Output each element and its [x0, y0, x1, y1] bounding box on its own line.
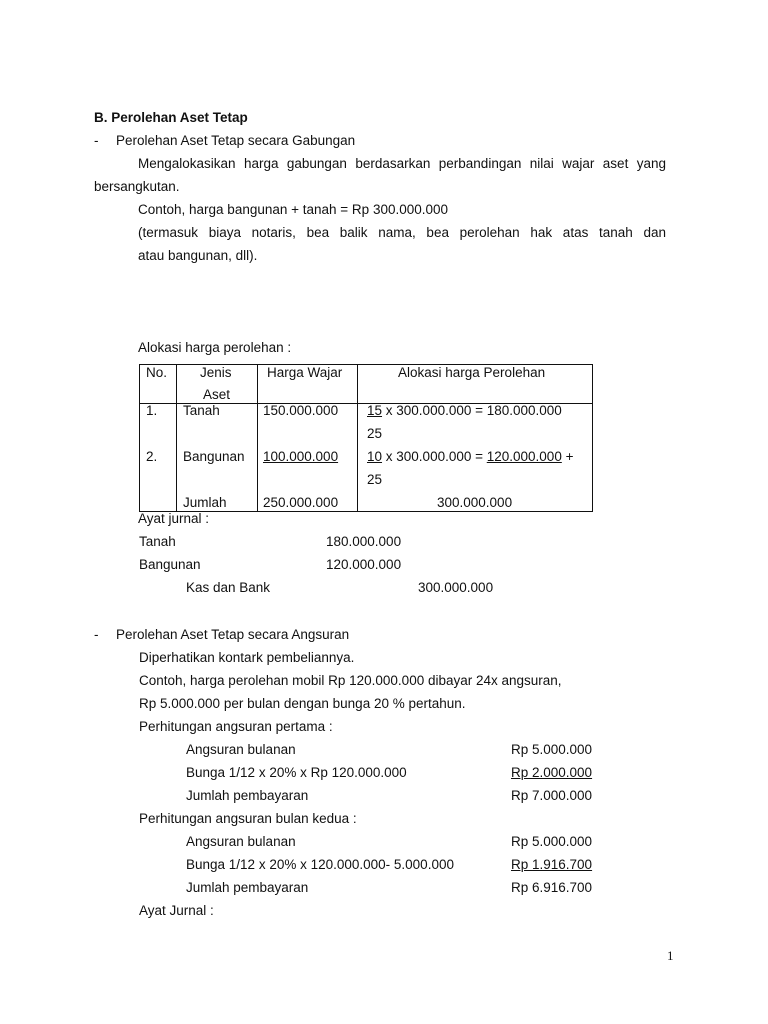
gabungan-example: Contoh, harga bangunan + tanah = Rp 300.000.000 [138, 202, 449, 217]
allocation-label: Alokasi harga perolehan : [138, 340, 292, 355]
row1-no: 1. [146, 403, 158, 418]
calc-amount: Rp 7.000.000 [511, 788, 593, 803]
row2-denominator: 25 [367, 472, 383, 487]
section-title: B. Perolehan Aset Tetap [94, 110, 248, 125]
row2-result: 120.000.000 [486, 449, 562, 464]
gabungan-heading: Perolehan Aset Tetap secara Gabungan [116, 133, 356, 148]
row2-plus: + [561, 449, 574, 464]
first-installment-label: Perhitungan angsuran pertama : [139, 719, 333, 734]
calc-amount: Rp 1.916.700 [511, 857, 593, 872]
angsuran-line2: Contoh, harga perolehan mobil Rp 120.000.000 dibayar 24x angsuran, [139, 673, 562, 688]
calc-label: Angsuran bulanan [186, 834, 296, 849]
total-label: Jumlah [183, 495, 227, 510]
header-jenis: Jenis [200, 365, 232, 380]
header-harga-wajar: Harga Wajar [267, 365, 343, 380]
bullet-dash: - [94, 133, 99, 148]
calc-amount: Rp 6.916.700 [511, 880, 593, 895]
calc-label: Bunga 1/12 x 20% x 120.000.000- 5.000.000 [186, 857, 454, 872]
angsuran-line3: Rp 5.000.000 per bulan dengan bunga 20 % pertahun. [139, 696, 466, 711]
row2-numerator: 10 [367, 449, 383, 464]
row1-numerator: 15 [367, 403, 383, 418]
gabungan-note-line2: atau bangunan, dll). [138, 248, 258, 263]
calc-amount: Rp 5.000.000 [511, 742, 593, 757]
journal-credit: 300.000.000 [418, 580, 494, 595]
bullet-dash: - [94, 627, 99, 642]
calc-label: Angsuran bulanan [186, 742, 296, 757]
calc-label: Jumlah pembayaran [186, 880, 309, 895]
total-harga: 250.000.000 [263, 495, 339, 510]
angsuran-heading: Perolehan Aset Tetap secara Angsuran [116, 627, 350, 642]
journal-account: Bangunan [139, 557, 201, 572]
calc-amount: Rp 2.000.000 [511, 765, 593, 780]
calc-amount: Rp 5.000.000 [511, 834, 593, 849]
angsuran-line1: Diperhatikan kontark pembeliannya. [139, 650, 355, 665]
total-alokasi: 300.000.000 [437, 495, 513, 510]
page-number: 1 [667, 948, 674, 963]
journal-account: Tanah [139, 534, 176, 549]
angsuran-journal-label: Ayat Jurnal : [139, 903, 214, 918]
row2-jenis: Bangunan [183, 449, 245, 464]
second-installment-label: Perhitungan angsuran bulan kedua : [139, 811, 357, 826]
row1-harga: 150.000.000 [263, 403, 339, 418]
row2-no: 2. [146, 449, 158, 464]
row1-jenis: Tanah [183, 403, 220, 418]
journal-account: Kas dan Bank [186, 580, 271, 595]
header-no: No. [146, 365, 168, 380]
row2-alokasi [367, 449, 573, 465]
table-col-divider [357, 364, 358, 512]
table-col-divider [257, 364, 258, 512]
table-col-divider [176, 364, 177, 512]
row1-expression: x 300.000.000 = 180.000.000 [382, 403, 562, 418]
gabungan-paragraph-line1: Mengalokasikan harga gabungan berdasarkan perbandingan nilai wajar aset yang [138, 156, 666, 171]
journal-debit: 120.000.000 [326, 557, 402, 572]
row1-denominator: 25 [367, 426, 383, 441]
journal-label: Ayat jurnal : [138, 511, 210, 526]
calc-label: Bunga 1/12 x 20% x Rp 120.000.000 [186, 765, 407, 780]
row1-alokasi [367, 403, 562, 419]
gabungan-paragraph-line2: bersangkutan. [94, 179, 180, 194]
journal-debit: 180.000.000 [326, 534, 402, 549]
header-alokasi: Alokasi harga Perolehan [398, 365, 546, 380]
header-aset: Aset [203, 387, 231, 402]
row2-expression: x 300.000.000 = [382, 449, 487, 464]
gabungan-note-line1: (termasuk biaya notaris, bea balik nama, bea perolehan hak atas tanah dan [138, 225, 666, 240]
table-border-right [592, 364, 593, 512]
row2-harga: 100.000.000 [263, 449, 339, 464]
calc-label: Jumlah pembayaran [186, 788, 309, 803]
table-border-left [139, 364, 140, 512]
